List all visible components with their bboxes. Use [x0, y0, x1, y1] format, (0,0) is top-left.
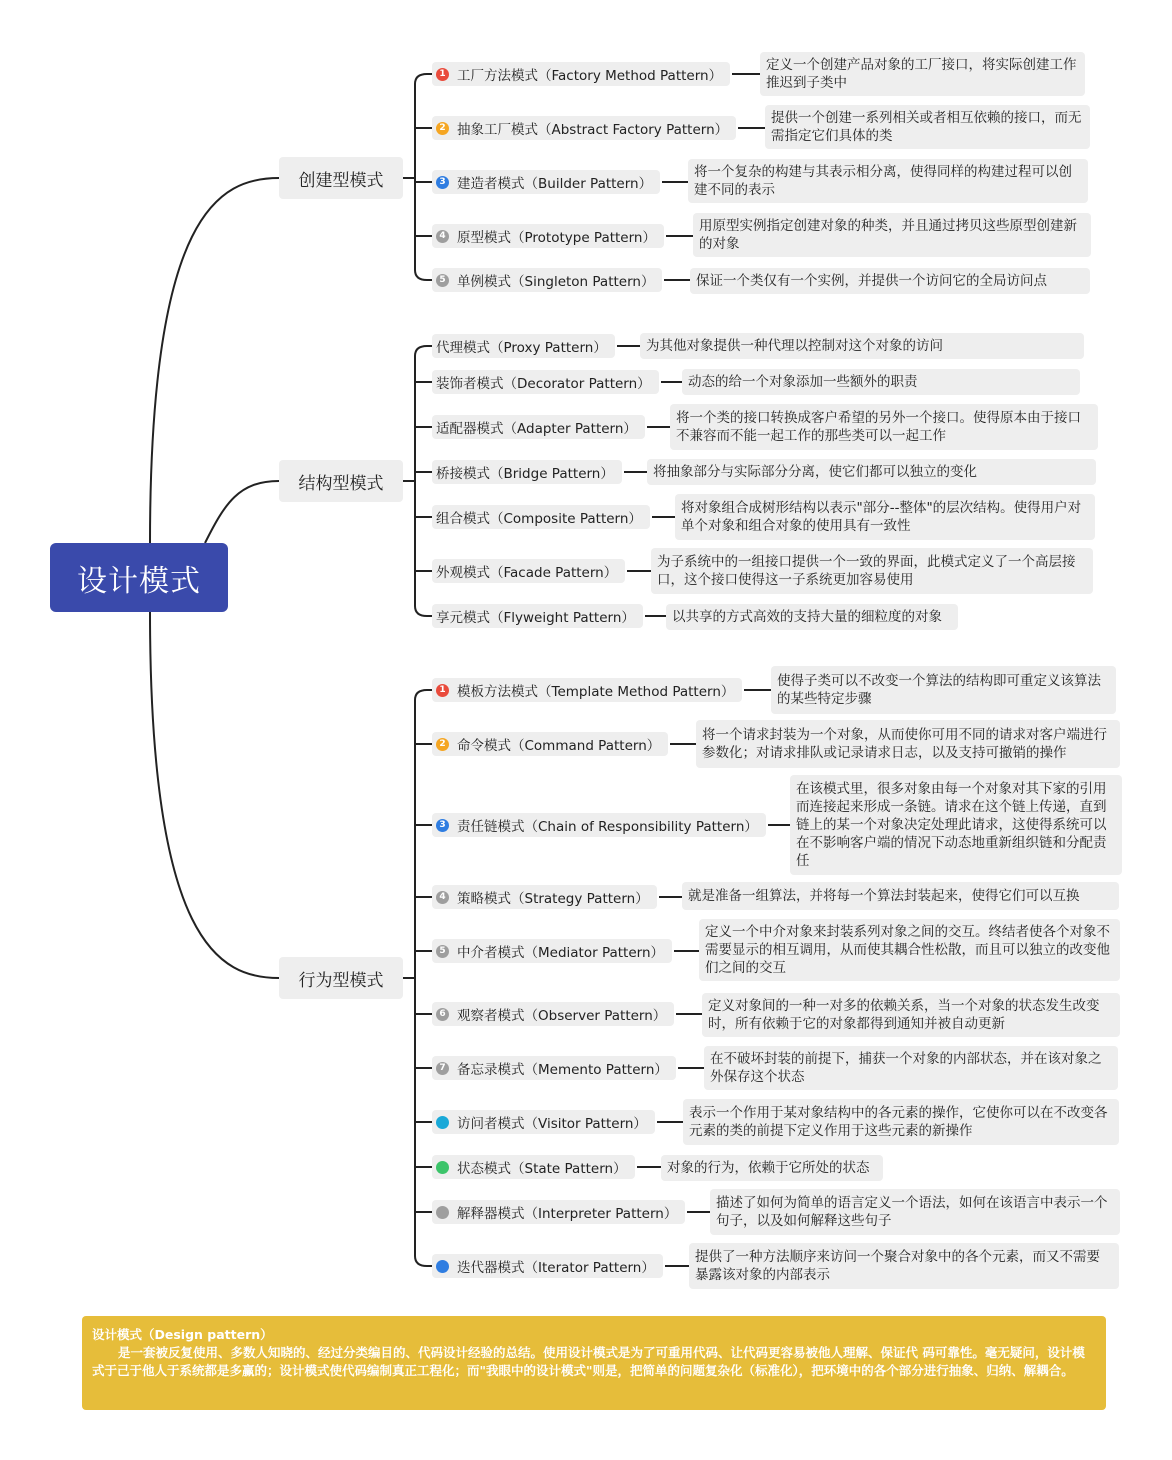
pattern-node[interactable] [432, 885, 657, 909]
pattern-label: 备忘录模式（Memento Pattern） [457, 1062, 668, 1078]
description-text: 在不破坏封装的前提下，捕获一个对象的内部状态，并在该对象之外保存这个状态 [710, 1051, 1102, 1085]
number-badge-icon: 4 [436, 230, 449, 243]
pattern-node[interactable] [432, 1002, 674, 1026]
description-text: 以共享的方式高效的支持大量的细粒度的对象 [672, 609, 942, 625]
root-label: 设计模式 [77, 563, 201, 599]
description-text: 描述了如何为简单的语言定义一个语法，如何在该语言中表示一个句子，以及如何解释这些句子 [716, 1195, 1108, 1229]
number-badge-icon: 1 [436, 684, 449, 697]
dot-icon [436, 1260, 449, 1273]
pattern-label: 外观模式（Facade Pattern） [436, 565, 618, 581]
description-text: 为其他对象提供一种代理以控制对这个对象的访问 [646, 338, 943, 354]
pattern-label: 桥接模式（Bridge Pattern） [436, 466, 614, 482]
pattern-node[interactable] [432, 370, 659, 394]
description-text: 定义一个中介对象来封装系列对象之间的交互。终结者使各个对象不需要显示的相互调用，从而使其耦合性松散，而且可以独立的改变他们之间的交互 [705, 924, 1110, 976]
pattern-label: 抽象工厂模式（Abstract Factory Pattern） [457, 122, 729, 138]
summary-note [82, 1316, 1106, 1410]
pattern-description [651, 548, 1093, 594]
category-trunk-0 [415, 74, 427, 280]
description-text: 将一个类的接口转换成客户希望的另外一个接口。使得原本由于接口不兼容而不能一起工作的那些类可以一起工作 [676, 410, 1081, 444]
pattern-description [690, 268, 1090, 294]
root-branch-0 [150, 178, 279, 543]
pattern-label: 状态模式（State Pattern） [457, 1161, 627, 1177]
pattern-label: 单例模式（Singleton Pattern） [457, 274, 655, 290]
number-badge-icon: 5 [436, 945, 449, 958]
number-badge-icon: 4 [436, 891, 449, 904]
description-text: 定义一个创建产品对象的工厂接口，将实际创建工作推迟到子类中 [766, 57, 1077, 91]
pattern-node[interactable] [432, 415, 645, 439]
dot-icon [436, 1116, 449, 1129]
pattern-label: 工厂方法模式（Factory Method Pattern） [457, 68, 723, 84]
pattern-node[interactable] [432, 170, 660, 194]
category-trunk-2 [415, 690, 427, 1266]
root-branch-2 [150, 612, 279, 978]
pattern-label: 适配器模式（Adapter Pattern） [436, 421, 637, 437]
note-body: 是一套被反复使用、多数人知晓的、经过分类编目的、代码设计经验的总结。使用设计模式是为了可重用代码、让代码更容易被他人理解、保证代 码可靠性。毫无疑问，设计模式于己于他人于系统都是多赢的；设计模式使代码编制真正工程化；而"我眼中的设计模式"则是，把简单的问题复杂化（标准化），把环境中的各个部分进行抽象、归纳、解耦合。 [92, 1345, 1085, 1378]
description-text: 就是准备一组算法，并将每一个算法封装起来，使得它们可以互换 [688, 888, 1080, 904]
number-badge-icon: 2 [436, 122, 449, 135]
pattern-description [666, 604, 958, 630]
pattern-node[interactable] [432, 1056, 676, 1080]
pattern-description [771, 666, 1116, 714]
number-badge-icon: 7 [436, 1062, 449, 1075]
pattern-label: 责任链模式（Chain of Responsibility Pattern） [457, 819, 758, 835]
pattern-node[interactable] [432, 559, 625, 583]
description-text: 在该模式里，很多对象由每一个对象对其下家的引用而连接起来形成一条链。请求在这个链上传递，直到链上的某一个对象决定处理此请求，这使得系统可以在不影响客户端的情况下动态地重新组织链和分配责任 [796, 781, 1107, 869]
dot-icon [436, 1206, 449, 1219]
pattern-node[interactable] [432, 224, 664, 248]
pattern-node[interactable] [432, 334, 615, 358]
pattern-label: 解释器模式（Interpreter Pattern） [457, 1206, 678, 1222]
pattern-description [696, 720, 1120, 768]
number-badge-icon: 6 [436, 1008, 449, 1021]
root-branch-1 [205, 481, 279, 543]
pattern-label: 装饰者模式（Decorator Pattern） [436, 376, 651, 392]
pattern-label: 策略模式（Strategy Pattern） [457, 891, 649, 907]
description-text: 表示一个作用于某对象结构中的各元素的操作，它使你可以在不改变各元素的类的前提下定义作用于这些元素的新操作 [689, 1105, 1108, 1139]
pattern-node[interactable] [432, 1254, 663, 1278]
description-text: 将一个请求封装为一个对象，从而使你可用不同的请求对客户端进行参数化；对请求排队或记录请求日志，以及支持可撤销的操作 [702, 727, 1107, 761]
pattern-label: 访问者模式（Visitor Pattern） [457, 1116, 647, 1132]
pattern-node[interactable] [432, 604, 643, 628]
pattern-description [693, 213, 1091, 257]
pattern-node[interactable] [432, 505, 650, 529]
pattern-label: 原型模式（Prototype Pattern） [457, 230, 656, 246]
description-text: 将抽象部分与实际部分分离，使它们都可以独立的变化 [653, 464, 977, 480]
pattern-description [682, 369, 1080, 395]
pattern-description [640, 333, 1084, 359]
pattern-label: 建造者模式（Builder Pattern） [457, 176, 653, 192]
pattern-description [699, 919, 1120, 981]
pattern-description [765, 105, 1090, 149]
pattern-node[interactable] [432, 1155, 635, 1179]
dot-icon [436, 1161, 449, 1174]
description-text: 定义对象间的一种一对多的依赖关系，当一个对象的状态发生改变时，所有依赖于它的对象都得到通知并被自动更新 [708, 998, 1100, 1032]
pattern-node[interactable] [432, 116, 736, 140]
number-badge-icon: 2 [436, 738, 449, 751]
note-title: 设计模式（Design pattern） [92, 1327, 273, 1342]
description-text: 将一个复杂的构建与其表示相分离，使得同样的构建过程可以创建不同的表示 [694, 164, 1072, 198]
pattern-node[interactable] [432, 678, 742, 702]
pattern-node[interactable] [432, 732, 668, 756]
pattern-node[interactable] [432, 939, 672, 963]
pattern-description [670, 404, 1098, 450]
category-trunk-1 [415, 346, 427, 616]
pattern-label: 代理模式（Proxy Pattern） [436, 340, 607, 356]
pattern-node[interactable] [432, 813, 766, 837]
description-text: 提供了一种方法顺序来访问一个聚合对象中的各个元素，而又不需要暴露该对象的内部表示 [695, 1249, 1100, 1283]
root-node[interactable] [50, 543, 228, 612]
pattern-node[interactable] [432, 62, 730, 86]
pattern-node[interactable] [432, 1200, 685, 1224]
description-text: 使得子类可以不改变一个算法的结构即可重定义该算法的某些特定步骤 [777, 673, 1101, 707]
category-node[interactable]: 创建型模式 [279, 157, 403, 199]
pattern-description [688, 159, 1088, 203]
description-text: 用原型实例指定创建对象的种类，并且通过拷贝这些原型创建新的对象 [699, 218, 1077, 252]
pattern-description [702, 993, 1120, 1037]
number-badge-icon: 3 [436, 819, 449, 832]
description-text: 对象的行为，依赖于它所处的状态 [667, 1160, 870, 1176]
pattern-description [661, 1155, 883, 1181]
pattern-description [682, 882, 1119, 910]
pattern-label: 享元模式（Flyweight Pattern） [436, 610, 635, 626]
pattern-node[interactable] [432, 460, 622, 484]
description-text: 将对象组合成树形结构以表示"部分--整体"的层次结构。使得用户对单个对象和组合对象的使用具有一致性 [681, 500, 1082, 534]
description-text: 为子系统中的一组接口提供一个一致的界面，此模式定义了一个高层接口，这个接口使得这一子系统更加容易使用 [657, 554, 1076, 588]
pattern-description [683, 1099, 1119, 1145]
pattern-label: 模板方法模式（Template Method Pattern） [457, 684, 735, 700]
description-text: 提供一个创建一系列相关或者相互依赖的接口，而无需指定它们具体的类 [771, 110, 1082, 144]
pattern-label: 迭代器模式（Iterator Pattern） [457, 1260, 655, 1276]
number-badge-icon: 1 [436, 68, 449, 81]
pattern-label: 组合模式（Composite Pattern） [436, 511, 642, 527]
pattern-label: 观察者模式（Observer Pattern） [457, 1008, 667, 1024]
category-node[interactable]: 结构型模式 [279, 460, 403, 502]
category-node[interactable]: 行为型模式 [279, 957, 403, 999]
pattern-description [760, 52, 1085, 96]
number-badge-icon: 3 [436, 176, 449, 189]
pattern-node[interactable] [432, 268, 662, 292]
pattern-description [790, 775, 1122, 875]
pattern-description [704, 1046, 1118, 1090]
pattern-description [710, 1189, 1120, 1235]
pattern-description [647, 459, 1096, 485]
pattern-label: 命令模式（Command Pattern） [457, 738, 661, 754]
number-badge-icon: 5 [436, 274, 449, 287]
pattern-description [689, 1243, 1119, 1289]
description-text: 保证一个类仅有一个实例，并提供一个访问它的全局访问点 [696, 273, 1047, 289]
pattern-label: 中介者模式（Mediator Pattern） [457, 945, 665, 961]
description-text: 动态的给一个对象添加一些额外的职责 [688, 374, 918, 390]
pattern-description [675, 494, 1095, 540]
pattern-node[interactable] [432, 1110, 655, 1134]
